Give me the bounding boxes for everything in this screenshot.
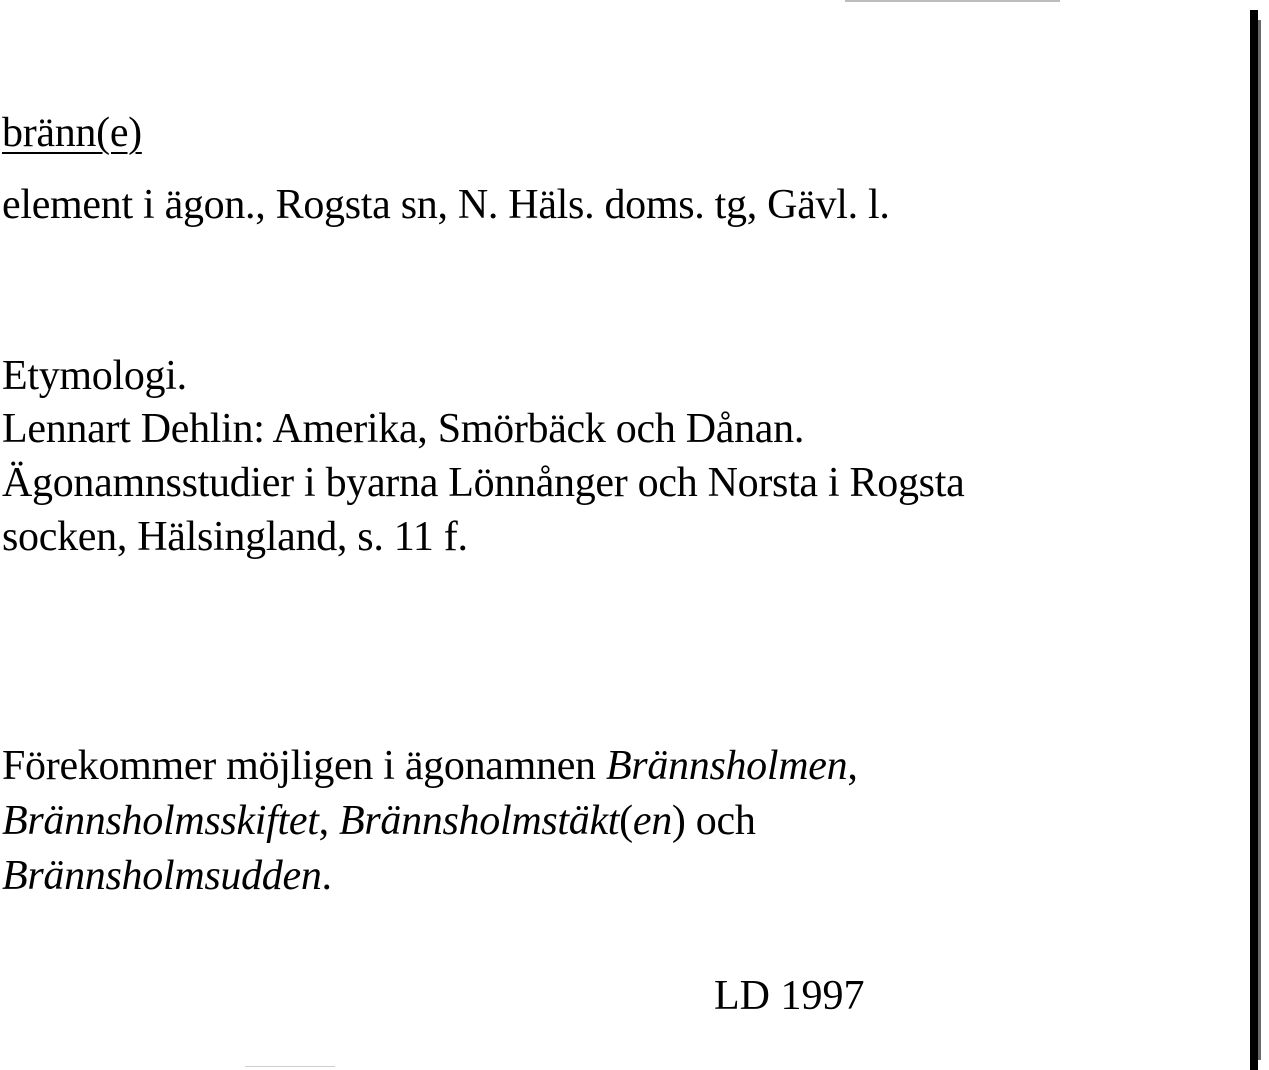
separator: , — [847, 743, 858, 789]
paren-open: ( — [619, 798, 633, 844]
place-name-suffix: en — [632, 798, 672, 844]
separator: , — [318, 798, 339, 844]
author-signature: LD 1997 — [714, 973, 865, 1019]
scan-artifact — [845, 0, 1060, 2]
place-name: Brännsholmsskiftet — [2, 798, 319, 844]
place-name: Brännsholmstäkt — [339, 798, 620, 844]
scan-artifact — [245, 1066, 335, 1067]
occurrence-line — [2, 800, 756, 842]
paren-close: ) — [671, 798, 686, 844]
conjunction: och — [685, 798, 756, 844]
headword: bränn(e) — [2, 110, 142, 156]
terminal-period: . — [321, 853, 332, 899]
reference-line: Lennart Dehlin: Amerika, Smörbäck och Dånan. — [2, 406, 805, 452]
reference-line: Ägonamnsstudier i byarna Lönnånger och Norsta i Rogsta — [2, 460, 965, 506]
reference-line: socken, Hälsingland, s. 11 f. — [2, 514, 468, 560]
scan-edge-bar — [1250, 10, 1258, 1070]
place-name: Brännsholmen — [605, 743, 848, 789]
occurrence-line — [2, 855, 332, 897]
occurrence-intro: Förekommer möjligen i ägonamnen — [2, 743, 606, 789]
etymology-heading: Etymologi. — [2, 353, 187, 399]
definition-text: element i ägon., Rogsta sn, N. Häls. doms. tg, Gävl. l. — [2, 182, 890, 228]
scan-edge-shade — [1258, 20, 1261, 1060]
place-name: Brännsholmsudden — [2, 853, 322, 899]
occurrence-line — [2, 745, 858, 787]
